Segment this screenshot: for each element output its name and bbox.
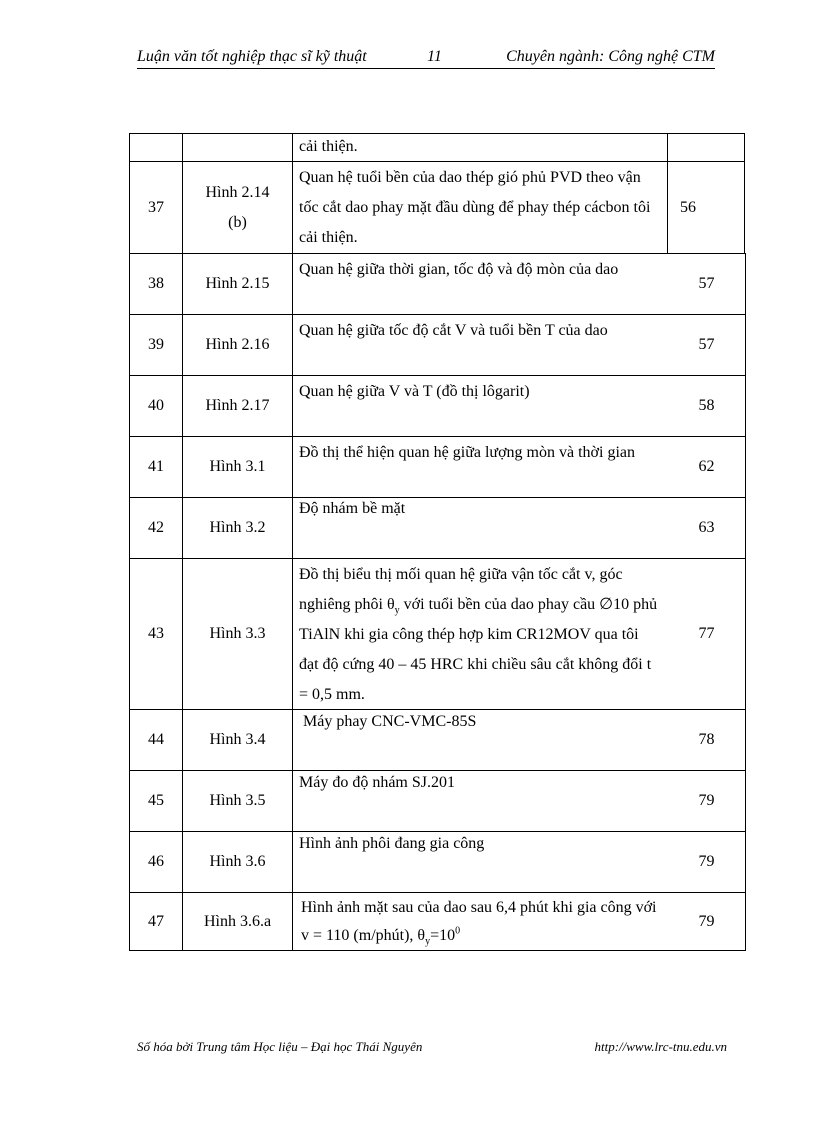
table-cell-page: 79 xyxy=(698,853,715,870)
table-cell-num: 37 xyxy=(129,161,183,254)
table-cell-num: 45 xyxy=(129,770,183,832)
table-cell-page: 57 xyxy=(698,336,715,353)
table-cell-page: 63 xyxy=(698,519,715,536)
table-cell-desc: Quan hệ giữa thời gian, tốc độ và độ mòn của dao xyxy=(292,253,746,315)
table-cell-fig xyxy=(182,133,293,162)
desc-subscript: y xyxy=(425,936,431,948)
table-cell-desc: Máy phay CNC-VMC-85S xyxy=(292,709,746,771)
table-cell-num: 42 xyxy=(129,497,183,559)
desc-text: Đồ thị biểu thị mối quan hệ giữa vận tốc cắt v, góc nghiêng phôi θ xyxy=(299,566,623,613)
table-cell-page: 57 xyxy=(698,275,715,292)
table-cell-fig: Hình 2.17 xyxy=(182,375,293,437)
table-cell-num xyxy=(129,133,183,162)
table-cell-desc: Độ nhám bề mặt xyxy=(292,497,746,559)
table-cell-fig: Hình 3.1 xyxy=(182,436,293,498)
table-cell-num: 39 xyxy=(129,314,183,376)
table-cell-fig xyxy=(182,161,293,254)
figure-label: Hình 2.14 xyxy=(205,183,270,201)
table-cell-desc: Quan hệ giữa tốc độ cắt V và tuổi bền T của dao xyxy=(292,314,746,376)
table-cell-num: 43 xyxy=(129,558,183,710)
table-cell-page: 77 xyxy=(698,625,715,642)
table-cell-num: 41 xyxy=(129,436,183,498)
table-cell-desc: Quan hệ giữa V và T (đồ thị lôgarit) xyxy=(292,375,746,437)
table-cell-num: 47 xyxy=(129,892,183,951)
table-cell-fig: Hình 2.16 xyxy=(182,314,293,376)
table-cell-fig: Hình 3.6 xyxy=(182,831,293,893)
table-cell-fig: Hình 3.2 xyxy=(182,497,293,559)
table-cell-page: 58 xyxy=(698,397,715,414)
table-cell-num: 46 xyxy=(129,831,183,893)
table-cell-page: 79 xyxy=(698,912,715,930)
desc-text: với tuổi bền của dao phay cầu ∅10 phủ TiAlN khi gia công thép hợp kim CR12MOV qua tôi đạt độ cứng 40 – 45 HRC khi chiều sâu cắt không đổi t = 0,5 mm. xyxy=(299,596,658,703)
table-cell-fig: Hình 3.3 xyxy=(182,558,293,710)
table-cell-page xyxy=(667,133,745,162)
table-cell-page: 79 xyxy=(698,792,715,809)
table-cell-page: 78 xyxy=(698,731,715,748)
table-cell-desc: Quan hệ tuổi bền của dao thép gió phủ PVD theo vận tốc cắt dao phay mặt đầu dùng để phay thép cácbon tôi cải thiện. xyxy=(292,161,668,254)
desc-subscript: y xyxy=(394,605,400,617)
page-header xyxy=(137,46,715,69)
table-cell-desc: Máy đo độ nhám SJ.201 xyxy=(292,770,746,832)
table-cell-fig: Hình 3.4 xyxy=(182,709,293,771)
table-cell-num: 40 xyxy=(129,375,183,437)
table-cell-num: 38 xyxy=(129,253,183,315)
table-cell-fig: Hình 3.5 xyxy=(182,770,293,832)
table-cell-num: 44 xyxy=(129,709,183,771)
desc-text: =10 xyxy=(430,927,456,944)
table-cell-desc: cải thiện. xyxy=(292,133,668,162)
header-thesis-title: Luận văn tốt nghiệp thạc sĩ kỹ thuật xyxy=(137,48,367,65)
header-major: Chuyên ngành: Công nghệ CTM xyxy=(506,48,715,65)
footer-url: http://www.lrc-tnu.edu.vn xyxy=(594,1039,727,1054)
table-cell-desc: Hình ảnh phôi đang gia công xyxy=(292,831,746,893)
desc-superscript: 0 xyxy=(455,925,461,937)
table-cell-page: 56 xyxy=(667,161,745,254)
table-cell-fig: Hình 3.6.a xyxy=(182,892,293,951)
figure-label-suffix: (b) xyxy=(228,213,247,231)
desc-text: Hình ảnh mặt sau của dao sau 6,4 phút khi gia công với v = 110 (m/phút), θ xyxy=(301,899,657,944)
header-page-number: 11 xyxy=(427,48,442,65)
table-cell-desc: Đồ thị thể hiện quan hệ giữa lượng mòn và thời gian xyxy=(292,436,746,498)
footer-digitized-by: Số hóa bởi Trung tâm Học liệu – Đại học Thái Nguyên xyxy=(137,1039,423,1054)
page-footer xyxy=(137,1039,727,1057)
table-cell-page: 62 xyxy=(698,458,715,475)
table-cell-fig: Hình 2.15 xyxy=(182,253,293,315)
